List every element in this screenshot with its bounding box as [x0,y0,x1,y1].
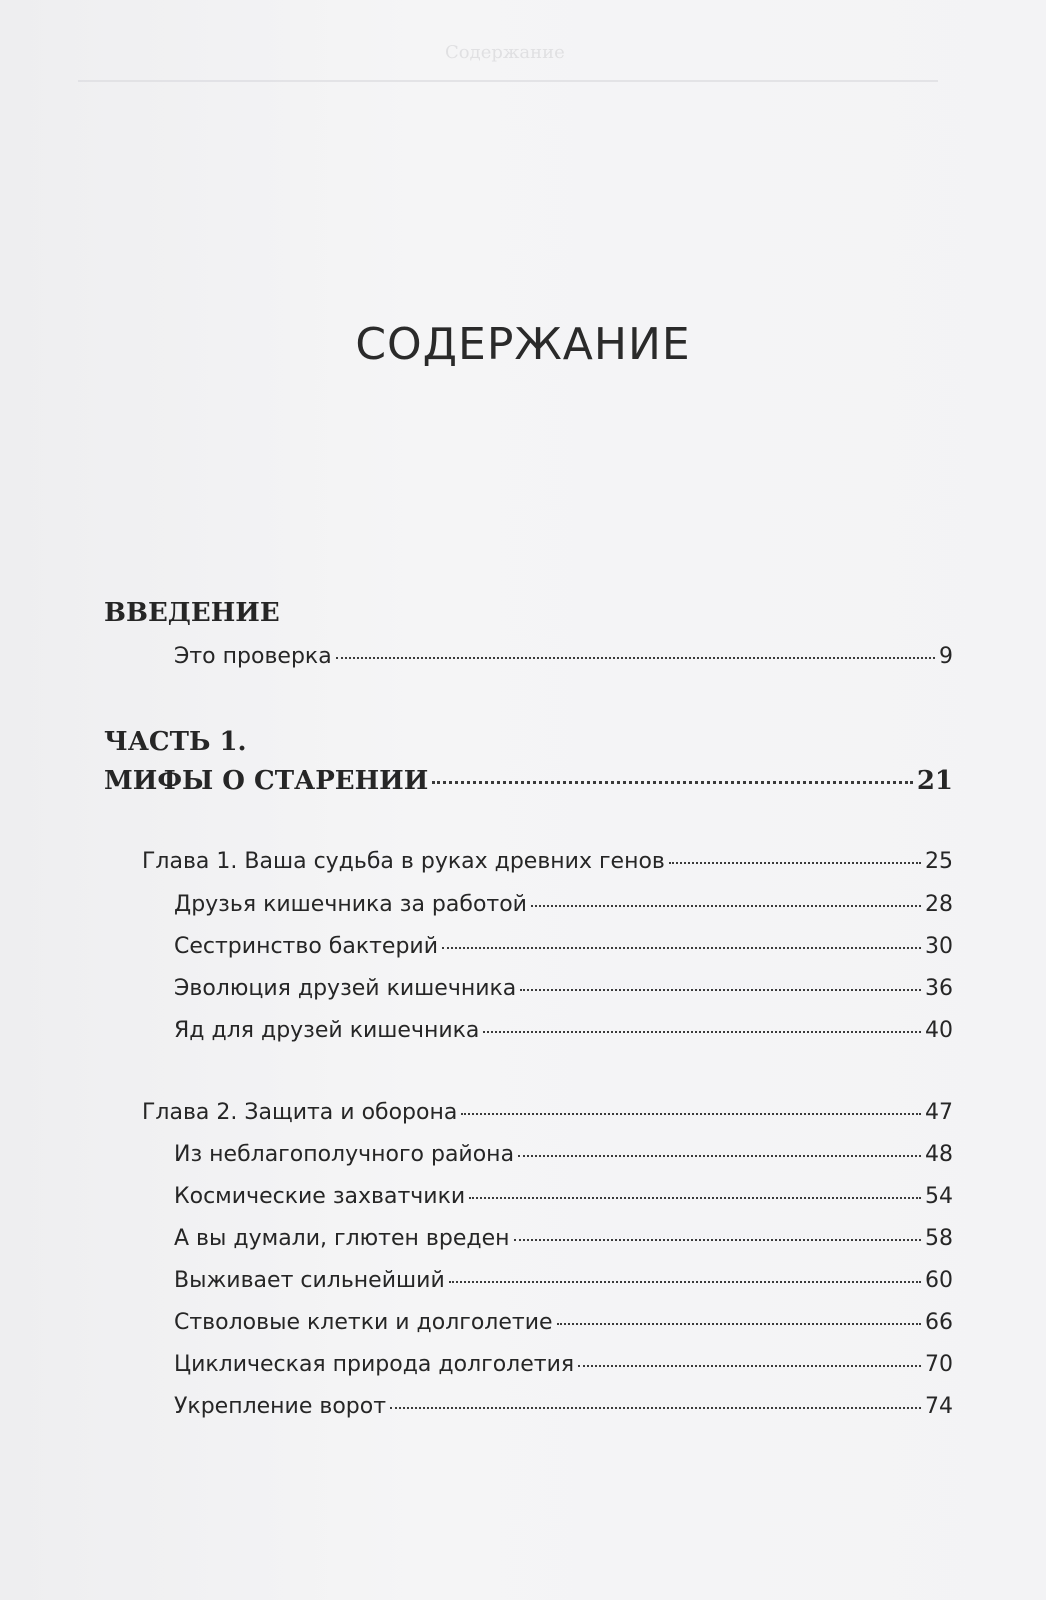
toc-chapter-entry[interactable] [142,849,953,874]
toc-entry-label: Сестринство бактерий [174,934,439,959]
toc-entry-label: Это проверка [174,644,332,669]
toc-entry-page: 70 [925,1352,953,1377]
leader-dots [578,1365,921,1367]
toc-entry[interactable] [174,1268,953,1293]
toc-entry-page: 58 [925,1226,953,1251]
toc-entry-page: 48 [925,1142,953,1167]
toc-entry[interactable] [174,976,953,1001]
part1-heading-line1: ЧАСТЬ 1. [104,727,247,757]
toc-entry-page: 9 [939,644,953,669]
leader-dots [514,1239,922,1241]
leader-dots [442,947,921,949]
toc-entry[interactable] [174,1184,953,1209]
toc-entry-page: 40 [925,1018,953,1043]
part1-heading-line2: МИФЫ О СТАРЕНИИ [104,766,429,796]
toc-entry-page: 66 [925,1310,953,1335]
leader-dots [520,989,921,991]
leader-dots [557,1323,921,1325]
intro-heading: ВВЕДЕНИЕ [104,598,280,628]
leader-dots [518,1155,921,1157]
toc-entry-label: Космические захватчики [174,1184,466,1209]
toc-entry-label: Яд для друзей кишечника [174,1018,480,1043]
toc-entry-label: Эволюция друзей кишечника [174,976,517,1001]
toc-part-entry[interactable] [104,766,953,796]
toc-entry-label: Циклическая природа долголетия [174,1352,575,1377]
toc-entry[interactable] [174,1310,953,1335]
toc-entry-label: Укрепление ворот [174,1394,387,1419]
toc-entry-page: 30 [925,934,953,959]
toc-entry-label: Выживает сильнейший [174,1268,445,1293]
ghost-running-header: Содержание [445,42,565,63]
chapter-title: Глава 1. Ваша судьба в руках древних генов [142,849,665,874]
toc-entry[interactable] [174,934,953,959]
toc-chapter-entry[interactable] [142,1100,953,1125]
toc-entry[interactable] [174,1226,953,1251]
toc-entry-page: 21 [916,766,953,796]
leader-dots [469,1197,921,1199]
page-title: СОДЕРЖАНИЕ [355,319,691,371]
leader-dots [669,862,921,864]
chapter-title: Глава 2. Защита и оборона [142,1100,458,1125]
toc-entry-page: 74 [925,1394,953,1419]
toc-entry-label: А вы думали, глютен вреден [174,1226,510,1251]
toc-entry-page: 25 [925,849,953,874]
toc-entry-page: 36 [925,976,953,1001]
toc-entry[interactable] [174,892,953,917]
toc-entry[interactable] [174,1394,953,1419]
leader-dots [432,781,913,784]
toc-entry-page: 54 [925,1184,953,1209]
toc-entry[interactable] [174,644,953,669]
leader-dots [449,1281,921,1283]
toc-entry[interactable] [174,1352,953,1377]
toc-entry-page: 60 [925,1268,953,1293]
toc-entry-label: Стволовые клетки и долголетие [174,1310,553,1335]
ghost-header-rule [78,80,938,82]
toc-entry-label: Друзья кишечника за работой [174,892,527,917]
toc-entry[interactable] [174,1142,953,1167]
toc-entry-label: Из неблагополучного района [174,1142,515,1167]
leader-dots [390,1407,921,1409]
leader-dots [483,1031,921,1033]
toc-entry-page: 47 [925,1100,953,1125]
toc-entry[interactable] [174,1018,953,1043]
leader-dots [461,1113,921,1115]
leader-dots [531,905,921,907]
toc-entry-page: 28 [925,892,953,917]
leader-dots [336,657,935,659]
